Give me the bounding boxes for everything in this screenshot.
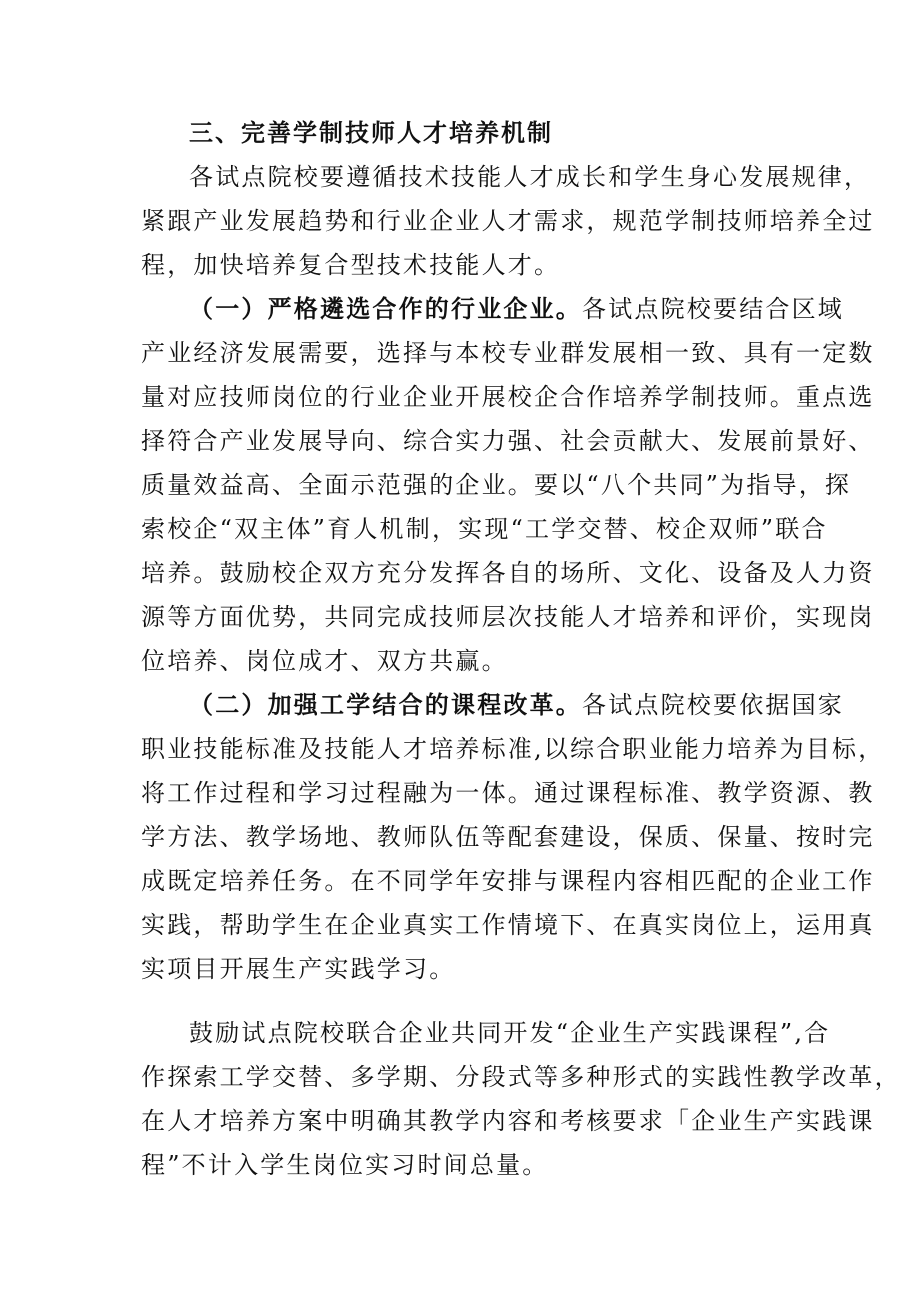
paragraph-line: 质量效益高、全面示范强的企业。要以“八个共同”为指导，探	[141, 471, 852, 499]
paragraph-line: 源等方面优势，共同完成技师层次技能人才培养和评价，实现岗	[141, 603, 875, 631]
paragraph-line: 择符合产业发展导向、综合实力强、社会贡献大、发展前景好、	[141, 427, 875, 455]
paragraph-line: 各试点院校要遵循技术技能人才成长和学生身心发展规律，	[189, 163, 871, 191]
paragraph-line: 索校企“双主体”育人机制，实现“工学交替、校企双师”联合	[141, 515, 828, 543]
paragraph-line: 在人才培养方案中明确其教学内容和考核要求「企业生产实践课	[141, 1107, 875, 1135]
subsection-1-heading: （一）严格遴选合作的行业企业。	[189, 294, 582, 323]
subsection-2-text: 各试点院校要依据国家	[582, 691, 844, 719]
paragraph-line: 培养。鼓励校企双方充分发挥各自的场所、文化、设备及人力资	[141, 559, 875, 587]
paragraph-line: 职业技能标准及技能人才培养标准,以综合职业能力培养为目标，	[141, 735, 885, 763]
paragraph-line: 位培养、岗位成才、双方共赢。	[141, 647, 508, 675]
paragraph-line: 学方法、教学场地、教师队伍等配套建设，保质、保量、按时完	[141, 823, 875, 851]
paragraph-line: 成既定培养任务。在不同学年安排与课程内容相匹配的企业工作	[141, 867, 875, 895]
paragraph-line: 实项目开展生产实践学习。	[141, 955, 456, 983]
paragraph-line: 作探索工学交替、多学期、分段式等多种形式的实践性教学改革，	[141, 1063, 901, 1091]
subsection-2-first-line	[189, 690, 844, 720]
paragraph-line: 紧跟产业发展趋势和行业企业人才需求，规范学制技师培养全过	[141, 207, 875, 235]
section-heading: 三、完善学制技师人才培养机制	[189, 118, 553, 147]
subsection-1-first-line	[189, 294, 844, 324]
paragraph-line: 实践，帮助学生在企业真实工作情境下、在真实岗位上，运用真	[141, 911, 875, 939]
paragraph-line: 程，加快培养复合型技术技能人才。	[141, 251, 561, 279]
paragraph-line: 产业经济发展需要，选择与本校专业群发展相一致、具有一定数	[141, 339, 875, 367]
paragraph-line: 鼓励试点院校联合企业共同开发“企业生产实践课程”,合	[189, 1019, 831, 1047]
subsection-2-heading: （二）加强工学结合的课程改革。	[189, 690, 582, 719]
paragraph-line: 将工作过程和学习过程融为一体。通过课程标准、教学资源、教	[141, 779, 875, 807]
paragraph-line: 程”不计入学生岗位实习时间总量。	[141, 1151, 549, 1179]
paragraph-line: 量对应技师岗位的行业企业开展校企合作培养学制技师。重点选	[141, 383, 875, 411]
subsection-1-text: 各试点院校要结合区域	[582, 295, 844, 323]
